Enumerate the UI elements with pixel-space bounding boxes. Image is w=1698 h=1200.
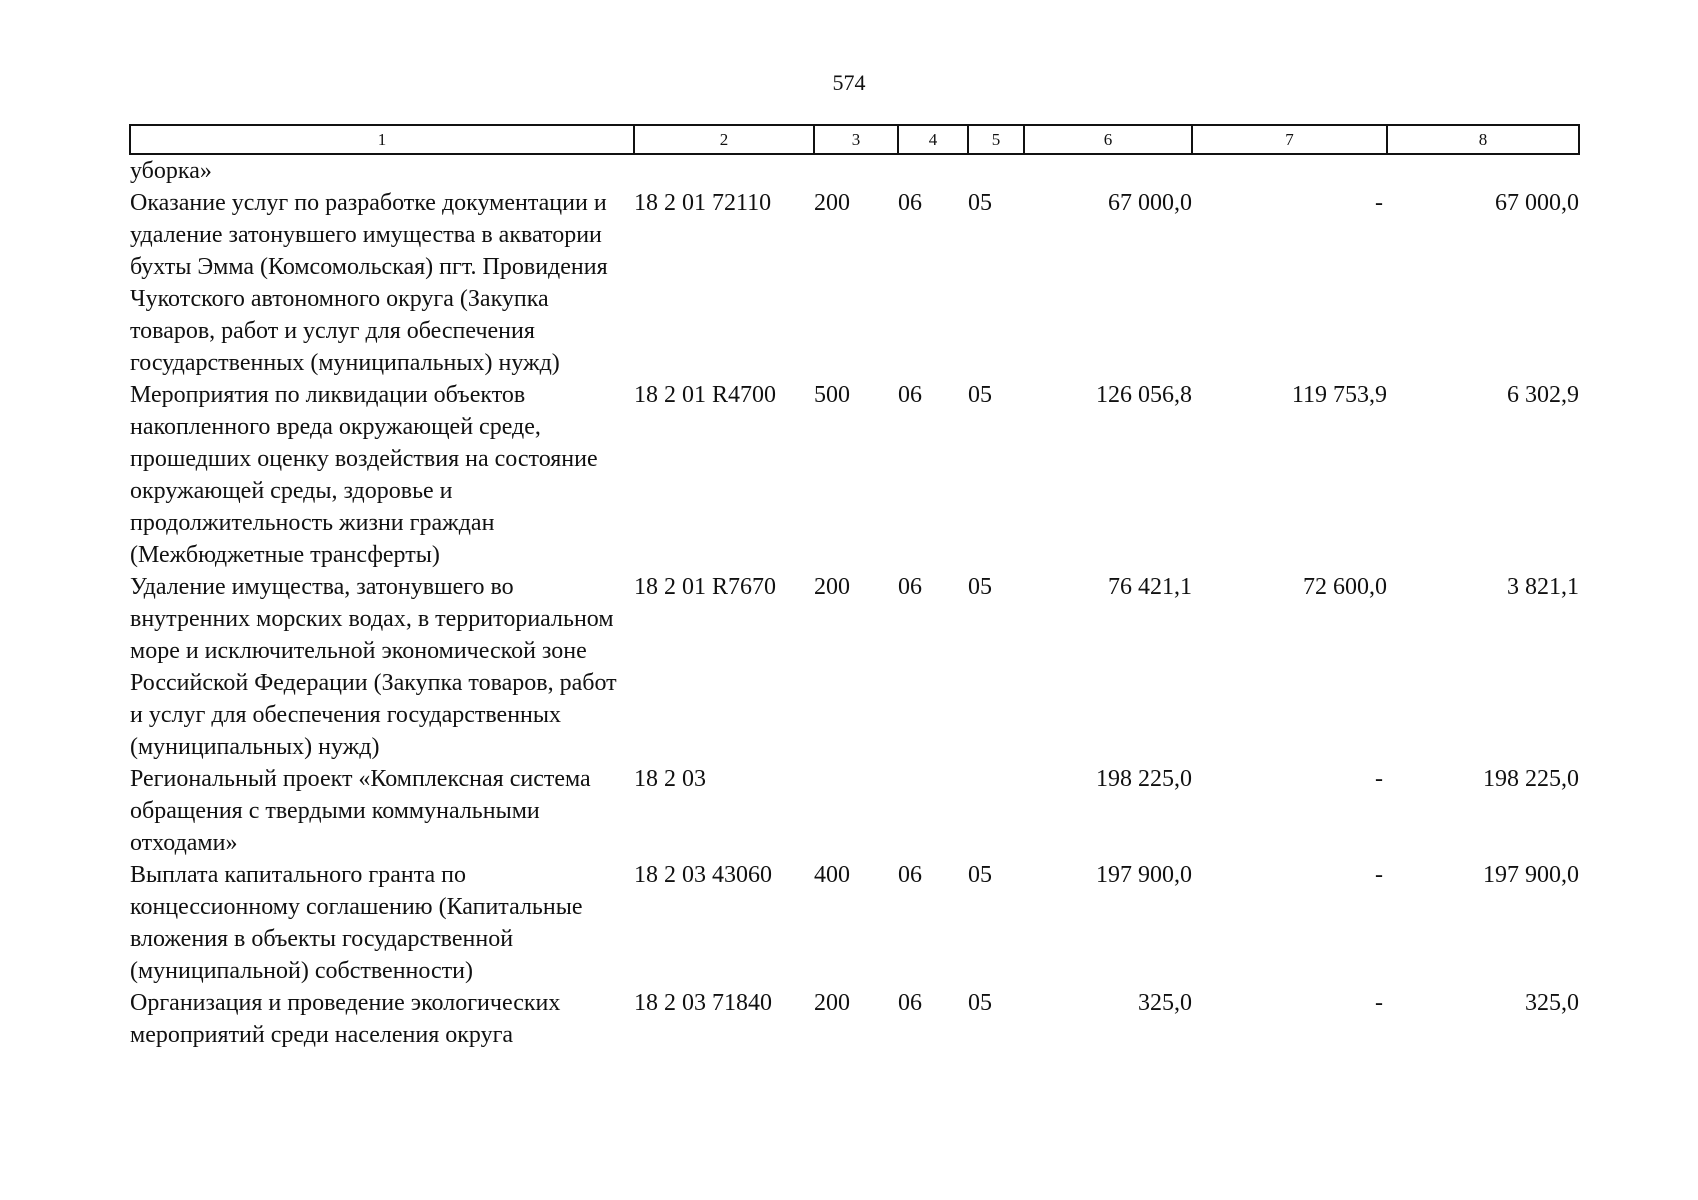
row-col-6: 67 000,0 [1108, 190, 1192, 216]
row-col-4: 06 [898, 574, 922, 600]
row-col-7-value: - [1375, 190, 1383, 216]
header-col-8: 8 [1387, 125, 1579, 154]
row-col-7: 72 600,0 [1303, 574, 1387, 600]
row-col-4: 06 [898, 862, 922, 888]
row-col-6: 76 421,1 [1108, 574, 1192, 600]
row-col-5: 05 [968, 574, 992, 600]
header-col-4: 4 [898, 125, 968, 154]
row-col-3: 200 [814, 190, 850, 216]
budget-table [129, 124, 1580, 1051]
header-col-7: 7 [1192, 125, 1387, 154]
table-row [130, 763, 1579, 859]
row-col-3: 200 [814, 574, 850, 600]
header-col-2: 2 [634, 125, 814, 154]
table-row [130, 987, 1579, 1051]
row-code: 18 2 01 R7670 [634, 574, 777, 600]
header-row [130, 125, 1579, 154]
row-col-8: 325,0 [1525, 990, 1579, 1016]
row-col-6: 325,0 [1138, 990, 1192, 1016]
row-name: Выплата капитального гранта по концессионному соглашению (Капитальные вложения в объекты государственной (муниципальной) собственности) [130, 862, 583, 984]
row-name: уборка» [130, 158, 212, 184]
row-col-3: 200 [814, 990, 850, 1016]
table-header [130, 125, 1579, 154]
row-col-7-value: - [1375, 766, 1383, 792]
row-col-5 [968, 154, 1024, 187]
row-col-6: 198 225,0 [1096, 766, 1192, 792]
row-code: 18 2 01 R4700 [634, 382, 777, 408]
row-col-7 [1192, 859, 1387, 987]
row-col-7-value: - [1375, 862, 1383, 888]
row-col-3: 500 [814, 382, 850, 408]
row-col-7 [1192, 763, 1387, 859]
header-col-5: 5 [968, 125, 1024, 154]
table-row [130, 154, 1579, 187]
row-code: 18 2 01 72110 [634, 190, 772, 216]
row-col-7 [1192, 187, 1387, 379]
row-col-4 [898, 763, 968, 859]
row-col-7 [1192, 154, 1387, 187]
header-col-6: 6 [1024, 125, 1192, 154]
row-col-8: 67 000,0 [1495, 190, 1579, 216]
row-col-8: 197 900,0 [1483, 862, 1579, 888]
row-col-7 [1192, 987, 1387, 1051]
row-col-5: 05 [968, 382, 992, 408]
row-col-8: 6 302,9 [1507, 382, 1579, 408]
row-col-4: 06 [898, 990, 922, 1016]
row-col-8: 198 225,0 [1483, 766, 1579, 792]
row-code [634, 154, 814, 187]
row-name: Мероприятия по ликвидации объектов накопленного вреда окружающей среде, прошедших оценку воздействия на состояние окружающей среды, здоровье и продолжительность жизни граждан (Межбюджетные трансферты) [130, 382, 598, 568]
row-col-5: 05 [968, 862, 992, 888]
row-col-5: 05 [968, 990, 992, 1016]
row-col-7-value: - [1375, 990, 1383, 1016]
header-col-1: 1 [130, 125, 634, 154]
row-col-6 [1024, 154, 1192, 187]
table-row [130, 187, 1579, 379]
header-col-3: 3 [814, 125, 898, 154]
row-col-4 [898, 154, 968, 187]
row-col-4: 06 [898, 382, 922, 408]
row-col-3 [814, 763, 898, 859]
row-col-4: 06 [898, 190, 922, 216]
table-row [130, 859, 1579, 987]
row-col-6: 126 056,8 [1096, 382, 1192, 408]
row-col-5: 05 [968, 190, 992, 216]
row-name: Региональный проект «Комплексная система обращения с твердыми коммунальными отходами» [130, 766, 591, 856]
row-col-5 [968, 763, 1024, 859]
row-col-7: 119 753,9 [1291, 382, 1387, 408]
row-col-8 [1387, 154, 1579, 187]
row-col-8: 3 821,1 [1507, 574, 1579, 600]
row-col-3 [814, 154, 898, 187]
table-row [130, 379, 1579, 571]
row-name: Оказание услуг по разработке документации и удаление затонувшего имущества в акватории бухты Эмма (Комсомольская) пгт. Провидения Чукотского автономного округа (Закупка товаров, работ и услуг для обеспечения государственных (муниципальных) нужд) [130, 190, 608, 376]
row-code: 18 2 03 43060 [634, 862, 772, 888]
row-name: Организация и проведение экологических мероприятий среди населения округа [130, 990, 561, 1048]
table-row [130, 571, 1579, 763]
row-code: 18 2 03 [634, 766, 706, 792]
row-col-3: 400 [814, 862, 850, 888]
table-body [130, 154, 1579, 1051]
row-code: 18 2 03 71840 [634, 990, 772, 1016]
page-number: 574 [832, 70, 866, 95]
row-col-6: 197 900,0 [1096, 862, 1192, 888]
row-name: Удаление имущества, затонувшего во внутренних морских водах, в территориальном море и исключительной экономической зоне Российской Федерации (Закупка товаров, работ и услуг для обеспечения государственных (муниципальных) нужд) [130, 574, 617, 760]
